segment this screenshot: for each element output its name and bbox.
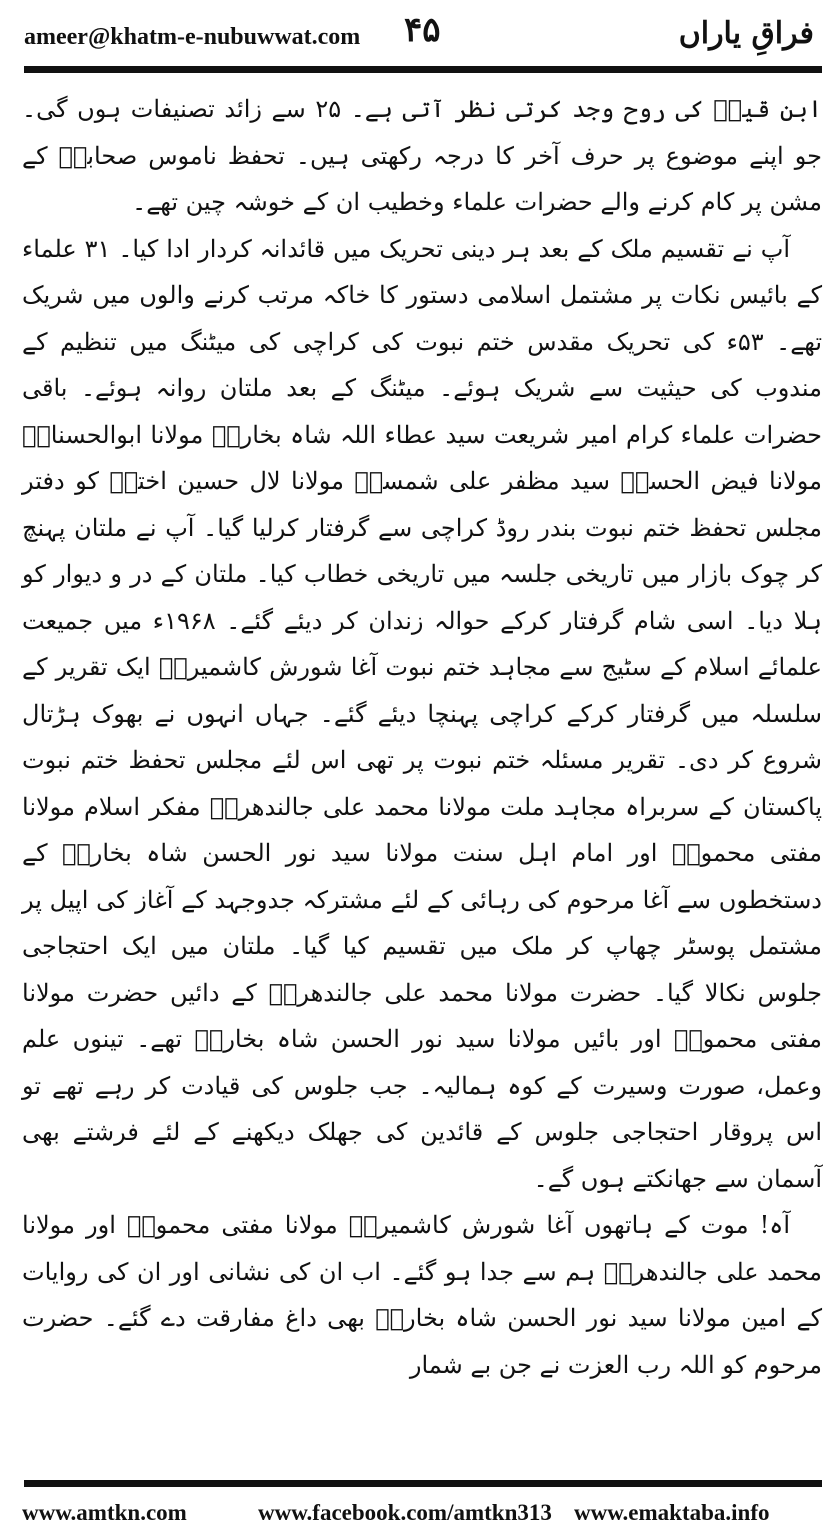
header-email: ameer@khatm-e-nubuwwat.com bbox=[24, 24, 361, 50]
paragraph-3: آہ! موت کے ہاتھوں آغا شورش کاشمیریؒ مولانا مفتی محمودؒ اور مولانا محمد علی جالندھریؒ ہم سے جدا ہو گئے۔ اب ان کی نشانی اور ان کی روایات کے امین مولانا سید نور الحسن شاہ بخاریؒ بھی داغ مفارقت دے گئے۔ حضرت مرحوم کو اللہ رب العزت نے جن بے شمار bbox=[22, 1211, 822, 1379]
footer-link-amtkn[interactable]: www.amtkn.com bbox=[22, 1500, 187, 1525]
page-number: ۴۵ bbox=[404, 10, 441, 50]
footer-link-emaktaba[interactable]: www.emaktaba.info bbox=[574, 1500, 770, 1525]
header-rule bbox=[24, 66, 822, 73]
paragraph-1: ابن قیمؒ کی روح وجد کرتی نظر آتی ہے۔ ۲۵ سے زائد تصنیفات ہوں گی۔ جو اپنے موضوع پر حرف آخر کا درجہ رکھتی ہیں۔ تحفظ ناموس صحابہؓ کے مشن پر کام کرنے والے حضرات علماء وخطیب ان کے خوشہ چین تھے۔ bbox=[22, 95, 823, 216]
page-header bbox=[0, 0, 840, 70]
paragraph-2: آپ نے تقسیم ملک کے بعد ہر دینی تحریک میں قائدانہ کردار ادا کیا۔ ۳۱ علماء کے بائیس نکات پر مشتمل اسلامی دستور کا خاکہ مرتب کرنے والوں میں شریک تھے۔ ۵۳ء کی تحریک مقدس ختم نبوت کی کراچی کی میٹنگ میں تنظیم کے مندوب کی حیثیت سے شریک ہوئے۔ میٹنگ کے بعد ملتان روانہ ہوئے۔ باقی حضرات علماء کرام امیر شریعت سید عطاء اللہ شاہ بخاریؒ مولانا ابوالحسناتؒ مولانا فیض الحسنؒ سید مظفر علی شمسیؒ مولانا لال حسین اخترؒ کو دفتر مجلس تحفظ ختم نبوت بندر روڈ کراچی سے گرفتار کرلیا گیا۔ آپ نے ملتان پہنچ کر چوک بازار میں تاریخی جلسہ میں تاریخی خطاب کیا۔ ملتان کے در و دیوار کو ہلا دیا۔ اسی شام گرفتار کرکے حوالہ زندان کر دیئے گئے۔ ۱۹۶۸ء میں جمیعت علمائے اسلام کے سٹیج سے مجاہد ختم نبوت آغا شورش کاشمیریؒ ایک تقریر کے سلسلہ میں گرفتار کرکے کراچی پہنچا دیئے گئے۔ جہاں انہوں نے بھوک ہڑتال شروع کر دی۔ تقریر مسئلہ ختم نبوت پر تھی اس لئے مجلس تحفظ ختم نبوت پاکستان کے سربراہ مجاہد ملت مولانا محمد علی جالندھریؒ مفکر اسلام مولانا مفتی محمودؒ اور امام اہل سنت مولانا سید نور الحسن شاہ بخاریؒ کے دستخطوں سے آغا مرحوم کی رہائی کے لئے مشترکہ جدوجہد کے آغاز کی اپیل پر مشتمل پوسٹر چھاپ کر ملک میں تقسیم کیا گیا۔ ملتان میں ایک احتجاجی جلوس نکالا گیا۔ حضرت مولانا محمد علی جالندھریؒ کے دائیں حضرت مولانا مفتی محمودؒ اور بائیں مولانا سید نور الحسن شاہ بخاریؒ تھے۔ تینوں علم وعمل، صورت وسیرت کے کوہ ہمالیہ۔ جب جلوس کی قیادت کر رہے تھے تو اس پروقار احتجاجی جلوس کے قائدین کی جھلک دیکھنے کے لئے فرشتے بھی آسمان سے جھانکتے ہوں گے۔ bbox=[22, 234, 823, 1193]
page-footer bbox=[0, 1494, 840, 1534]
page-body bbox=[22, 86, 822, 1446]
footer-rule bbox=[24, 1480, 822, 1487]
footer-link-facebook[interactable]: www.facebook.com/amtkn313 bbox=[258, 1500, 552, 1525]
book-title: فراقِ یاراں bbox=[678, 16, 814, 51]
